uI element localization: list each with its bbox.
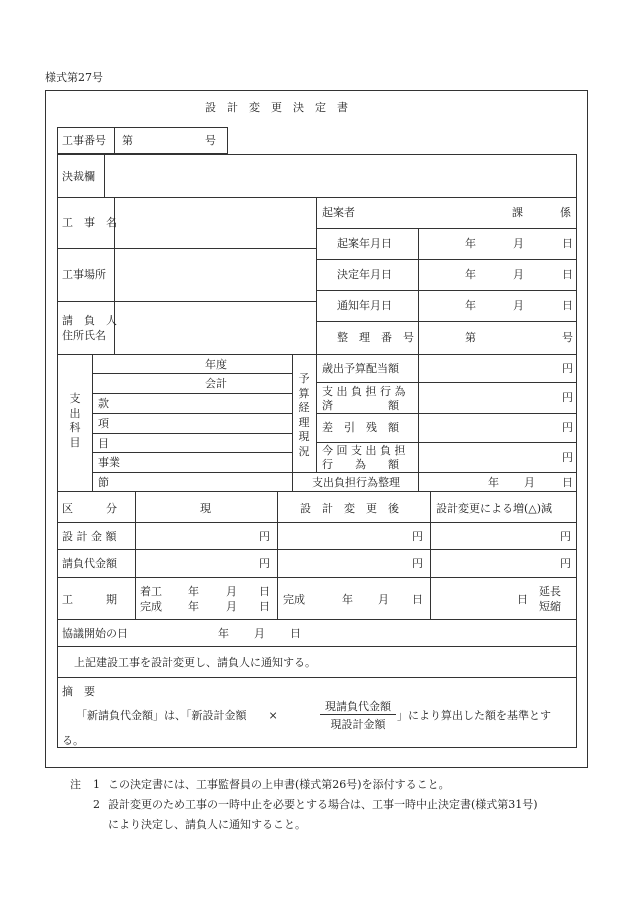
tsuchi-nen: 年	[465, 299, 476, 312]
ukeoi-zougen-yen: 円	[560, 557, 571, 570]
seiri-dai: 第	[465, 331, 476, 344]
kansei-nen: 年	[188, 600, 199, 613]
sekkei-gen-yen: 円	[259, 530, 270, 543]
kou-label: 項	[98, 417, 109, 430]
form-number: 様式第27号	[45, 71, 103, 84]
saishutsu-label: 歳出予算配当額	[322, 362, 399, 375]
saishutsu-yen: 円	[562, 362, 573, 375]
ukeoi-label-1: 請 負 人	[62, 314, 117, 327]
tanshuku-label: 短縮	[539, 600, 561, 613]
kessai-label: 決裁欄	[62, 170, 95, 183]
new-kansei-tsuki: 月	[378, 593, 389, 606]
notes-chu: 注	[70, 778, 81, 791]
setsu-label: 節	[98, 476, 109, 489]
zougen-header: 設計変更による増(△)減	[436, 502, 553, 515]
konkai-yen: 円	[562, 451, 573, 464]
ka-label: 課	[512, 206, 523, 219]
tsuchi-tsuki: 月	[513, 299, 524, 312]
tekiyo-label: 摘 要	[62, 685, 95, 698]
kian-date-label: 起案年月日	[337, 237, 392, 250]
sekkei-zougen-yen: 円	[560, 530, 571, 543]
ukeoi-gen-yen: 円	[259, 557, 270, 570]
seiri-nen: 年	[488, 476, 499, 489]
sabiki-label: 差 引 残 額	[322, 421, 399, 434]
kaikei-label: 会計	[205, 377, 227, 390]
seiri-hi: 日	[562, 476, 573, 489]
seiri-go: 号	[562, 331, 573, 344]
new-kansei-hi: 日	[412, 593, 423, 606]
shishutsu-futan-label-1: 支 出 負 担 行 為	[322, 385, 406, 398]
note-1-number: 1	[93, 778, 100, 791]
project-number-label: 工事番号	[62, 134, 106, 147]
chakko-label: 着工	[140, 585, 162, 598]
kettei-hi: 日	[562, 268, 573, 281]
new-kansei-label: 完成	[283, 593, 305, 606]
kian-tsuki: 月	[513, 237, 524, 250]
fraction-numerator: 現請負代金額	[325, 700, 391, 713]
kansei-hi: 日	[259, 600, 270, 613]
koji-mei-label: 工 事 名	[62, 216, 117, 229]
chakko-nen: 年	[188, 585, 199, 598]
ukeoi-label-2: 住所氏名	[62, 329, 106, 342]
kettei-date-label: 決定年月日	[337, 268, 392, 281]
shishutsu-kamoku-label: 支出科目	[69, 392, 81, 449]
note-1-text: この決定書には、工事監督員の上申書(様式第26号)を添付すること。	[108, 778, 450, 791]
kian-hi: 日	[562, 237, 573, 250]
kettei-nen: 年	[465, 268, 476, 281]
koji-basho-label: 工事場所	[62, 268, 106, 281]
kakari-label: 係	[560, 206, 571, 219]
sekkei-go-yen: 円	[412, 530, 423, 543]
moku-label: 目	[98, 437, 109, 450]
fraction-bar	[320, 714, 396, 715]
kettei-tsuki: 月	[513, 268, 524, 281]
tsuchi-hi: 日	[562, 299, 573, 312]
kian-nen: 年	[465, 237, 476, 250]
kansei-tsuki: 月	[226, 600, 237, 613]
seiri-label: 支出負担行為整理	[312, 476, 400, 489]
seiri-tsuki: 月	[524, 476, 535, 489]
konkai-label-2: 行 為 額	[322, 458, 399, 471]
zougen-days: 日	[517, 593, 528, 606]
tekiyo-text-3: る。	[62, 734, 84, 747]
project-number-go: 号	[205, 134, 216, 147]
sabiki-yen: 円	[562, 421, 573, 434]
jigyo-label: 事業	[98, 456, 120, 469]
ukeoi-daikin-label: 請負代金額	[62, 557, 117, 570]
chakko-tsuki: 月	[226, 585, 237, 598]
chakko-hi: 日	[259, 585, 270, 598]
kyogi-hi: 日	[290, 627, 301, 640]
kouki-label: 工 期	[62, 593, 117, 606]
ukeoi-go-yen: 円	[412, 557, 423, 570]
seiri-no-label: 整 理 番 号	[337, 331, 414, 344]
futan-yen: 円	[562, 391, 573, 404]
approval-stamp-area[interactable]	[105, 155, 578, 198]
koji-mei-field[interactable]	[115, 198, 315, 247]
tekiyo-text-2: 」により算出した額を基準とす	[397, 709, 551, 722]
note-2-text: 設計変更のため工事の一時中止を必要とする場合は、工事一時中止決定書(様式第31号)	[108, 798, 538, 811]
note-2-continuation: により決定し、請負人に通知すること。	[108, 818, 306, 831]
shishutsu-futan-label-2: 済 額	[322, 399, 399, 412]
nendo-label: 年度	[205, 358, 227, 371]
konkai-label-1: 今 回 支 出 負 担	[322, 444, 406, 457]
notice-statement: 上記建設工事を設計変更し、請負人に通知する。	[74, 656, 316, 669]
project-number-dai: 第	[122, 134, 133, 147]
ukeoi-field[interactable]	[115, 302, 315, 353]
kubun-header: 区 分	[62, 502, 117, 515]
kyogi-label: 協議開始の日	[62, 627, 128, 640]
koji-basho-field[interactable]	[115, 249, 315, 300]
note-2-number: 2	[93, 798, 100, 811]
document-title: 設 計 変 更 決 定 書	[205, 101, 348, 114]
kyogi-tsuki: 月	[254, 627, 265, 640]
sekkei-kingaku-label: 設 計 金 額	[62, 530, 117, 543]
tsuchi-date-label: 通知年月日	[337, 299, 392, 312]
tekiyo-text-1: 「新請負代金額」は、「新設計金額 ×	[76, 709, 278, 722]
kyogi-nen: 年	[218, 627, 229, 640]
kianja-label: 起案者	[322, 206, 355, 219]
yosan-label: 予算経理現況	[298, 372, 310, 458]
fraction-denominator: 現設計金額	[330, 718, 386, 731]
go-header: 設 計 変 更 後	[300, 502, 399, 515]
encho-label: 延長	[539, 585, 561, 598]
kan-label: 款	[98, 397, 109, 410]
gen-header: 現	[200, 502, 211, 515]
kansei-label: 完成	[140, 600, 162, 613]
new-kansei-nen: 年	[342, 593, 353, 606]
